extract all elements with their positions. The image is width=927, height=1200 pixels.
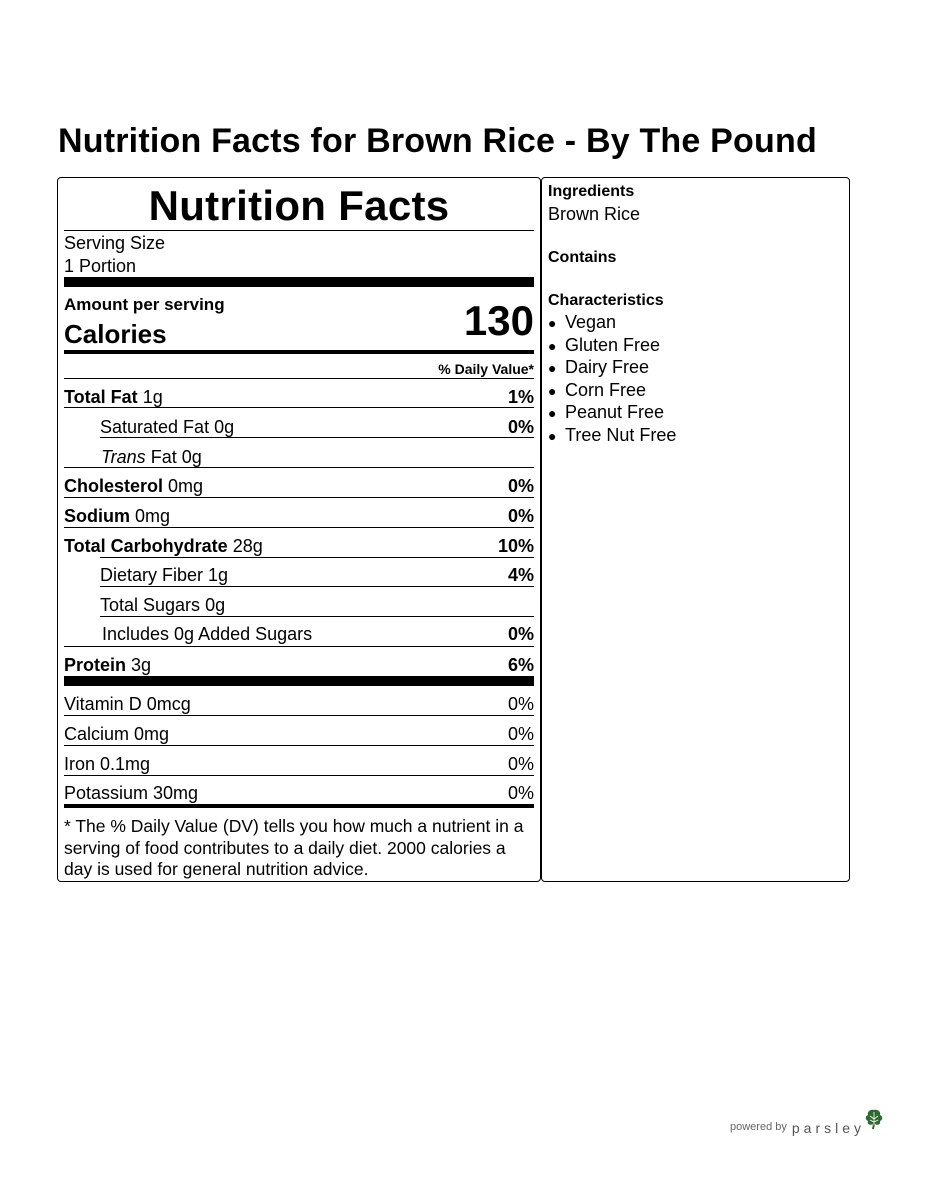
- bullet-icon: ●: [548, 427, 557, 444]
- added-sugars-dv: 0%: [507, 624, 534, 644]
- nutrient-row-total-fat: Total Fat 1g: [64, 387, 163, 407]
- divider: [64, 467, 534, 468]
- nutrient-row-cholesterol: Cholesterol 0mg: [64, 476, 204, 496]
- ingredients-text: Brown Rice: [548, 204, 641, 224]
- medium-divider: [64, 350, 534, 354]
- thick-divider: [64, 676, 534, 686]
- list-item: ● Peanut Free: [548, 402, 676, 425]
- page-title: Nutrition Facts for Brown Rice - By The Pound: [58, 122, 817, 160]
- cholesterol-dv: 0%: [507, 476, 534, 496]
- vitamin-d-dv: 0%: [507, 694, 534, 714]
- nutrient-row-protein: Protein 3g: [64, 655, 152, 675]
- divider: [64, 378, 534, 379]
- nutrient-row-added-sugars: Includes 0g Added Sugars: [102, 624, 313, 644]
- nutrient-row-trans-fat: Trans Fat 0g: [101, 447, 202, 467]
- divider: [64, 745, 534, 746]
- ingredients-heading: Ingredients: [548, 183, 635, 200]
- parsley-brand-text: parsley: [791, 1120, 866, 1136]
- daily-value-footnote: * The % Daily Value (DV) tells you how much a nutrient in a serving of food contributes to a daily diet. 2000 calories a day is used for general nutrition advice.: [64, 816, 524, 879]
- dietary-fiber-dv: 4%: [507, 565, 534, 585]
- list-item: ● Tree Nut Free: [548, 425, 676, 448]
- nutrient-row-total-sugars: Total Sugars 0g: [100, 595, 226, 615]
- iron-dv: 0%: [507, 754, 534, 774]
- list-item: ● Dairy Free: [548, 357, 676, 380]
- total-fat-dv: 1%: [507, 387, 534, 407]
- divider: [100, 616, 534, 617]
- amount-per-serving: Amount per serving: [64, 295, 225, 314]
- powered-by-text: powered by: [730, 1121, 787, 1133]
- serving-size-label: Serving Size: [64, 233, 166, 253]
- saturated-fat-dv: 0%: [507, 417, 534, 437]
- vitamin-row-calcium: Calcium 0mg: [64, 724, 170, 744]
- sodium-dv: 0%: [507, 506, 534, 526]
- list-item: ● Vegan: [548, 312, 676, 335]
- characteristics-list: [548, 312, 676, 447]
- contains-heading: Contains: [548, 249, 617, 266]
- parsley-leaf-icon: [864, 1108, 884, 1130]
- vitamin-row-iron: Iron 0.1mg: [64, 754, 151, 774]
- divider: [64, 775, 534, 776]
- ingredients-panel: [541, 177, 850, 882]
- bullet-icon: ●: [548, 315, 557, 331]
- bullet-icon: ●: [548, 337, 557, 354]
- divider: [64, 646, 534, 647]
- nutrient-row-saturated-fat: Saturated Fat 0g: [100, 417, 235, 437]
- divider: [64, 230, 534, 231]
- nutrition-label: [57, 177, 541, 882]
- medium-divider: [64, 804, 534, 808]
- divider: [64, 715, 534, 716]
- calories-label: Calories: [64, 319, 167, 349]
- list-item: ● Gluten Free: [548, 335, 676, 358]
- protein-dv: 6%: [507, 655, 534, 675]
- nutrient-row-total-carbohydrate: Total Carbohydrate 28g: [64, 536, 263, 556]
- list-item: ● Corn Free: [548, 380, 676, 403]
- powered-by-parsley[interactable]: [730, 1112, 884, 1136]
- daily-value-header: % Daily Value*: [438, 361, 534, 377]
- divider: [64, 527, 534, 528]
- bullet-icon: ●: [548, 360, 557, 376]
- serving-size-value: 1 Portion: [64, 256, 137, 276]
- calories-value: 130: [463, 297, 534, 344]
- bullet-icon: ●: [548, 405, 557, 421]
- potassium-dv: 0%: [507, 783, 534, 803]
- bullet-icon: ●: [548, 382, 557, 399]
- thick-divider: [64, 277, 534, 287]
- divider: [100, 437, 534, 438]
- vitamin-row-potassium: Potassium 30mg: [64, 783, 199, 803]
- characteristics-heading: Characteristics: [548, 292, 664, 309]
- nutrient-row-dietary-fiber: Dietary Fiber 1g: [100, 565, 229, 585]
- divider: [100, 557, 534, 558]
- vitamin-row-vitamin-d: Vitamin D 0mcg: [64, 694, 191, 714]
- nutrient-row-sodium: Sodium 0mg: [64, 506, 171, 526]
- divider: [64, 497, 534, 498]
- nutrition-facts-heading: Nutrition Facts: [148, 182, 450, 229]
- total-carbohydrate-dv: 10%: [497, 536, 534, 556]
- calcium-dv: 0%: [507, 724, 534, 744]
- divider: [64, 407, 534, 408]
- divider: [100, 586, 534, 587]
